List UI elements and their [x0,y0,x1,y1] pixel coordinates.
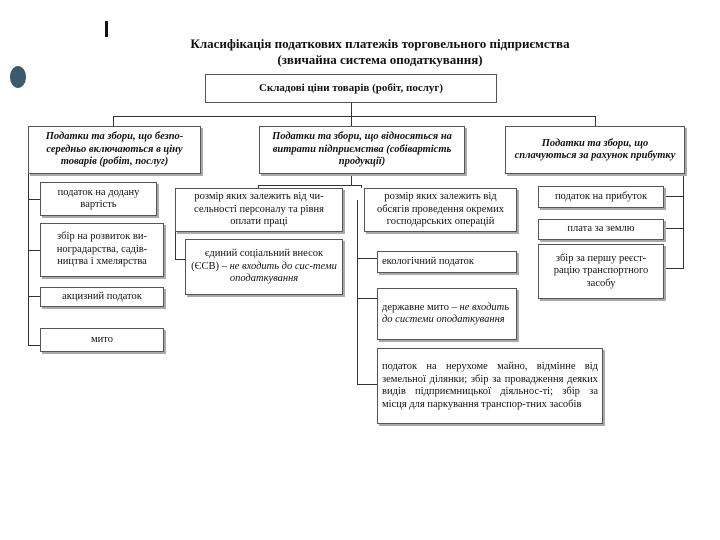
state-duty-box [377,288,517,340]
connector [357,258,377,259]
excise-label: акцизний податок [62,290,142,302]
esv-box [185,239,343,295]
vehicle-registration-fee-box [538,244,664,299]
connector [28,296,40,297]
vat-label: податок на додану вартість [57,186,140,210]
connector [258,185,362,186]
eco-tax-box [377,251,517,273]
state-duty-note: – не входить до системи оподаткування [382,301,509,325]
property-tax-label: податок на нерухоме майно, відмінне від земельної ділянки; збір за провадження деяких видів підприємницької діяльнос-ті; збір за місця для паркування транспор-тних засобів [382,361,598,410]
slide-bullet-dot [10,66,26,88]
connector [351,116,352,126]
connector [357,298,377,299]
connector [28,250,40,251]
connector [595,116,596,126]
root-label: Складові ціни товарів (робіт, послуг) [258,82,444,95]
connector [664,268,684,269]
state-duty-label: державне мито [382,301,449,313]
title-line-1: Класифікація податкових платежів торговельного підприємства [190,36,570,51]
income-tax-box [538,186,664,208]
viticulture-fee-label: збір на розвиток ви-ноградарства, садів-ництва і хмелярства [56,231,148,268]
connector [357,384,377,385]
eco-tax-label: екологічний податок [382,255,474,267]
property-tax-box [377,348,603,424]
state-duty-text [382,302,512,327]
income-tax-label: податок на прибуток [554,190,648,202]
slide-marker-bar [105,21,108,37]
connector [28,199,40,200]
viticulture-fee-box [40,223,164,277]
group-profit-box [505,126,685,174]
land-fee-box [538,219,664,240]
group-included-label: Податки та збори, що безпо-середньо включаються в ціну товарів (робіт, послуг) [45,131,184,168]
group-profit-label: Податки та збори, що сплачуються за рахунок прибутку [514,137,676,161]
connector [357,200,358,385]
connector [351,103,352,116]
connector [664,196,684,197]
connector [28,345,40,346]
customs-duty-box [40,328,164,352]
vehicle-registration-fee-label: збір за першу реєст-рацію транспортного засобу [553,252,649,289]
group-expenses-box [259,126,465,174]
esv-label: єдиний соціальний внесок (ЄСВ) [191,248,324,272]
root-box [205,74,497,103]
group-included-box [28,126,201,174]
esv-text [190,248,338,286]
connector [113,116,114,126]
excise-box [40,287,164,307]
diagram-title [100,36,660,68]
vat-box [40,182,157,216]
connector [113,116,596,117]
group-expenses-label: Податки та збори, що відносяться на витрати підприємства (собівартість продукції) [272,131,452,168]
connector [175,259,185,260]
connector [664,228,684,229]
esv-note: – не входить до сис-теми оподаткування [221,260,337,285]
land-fee-label: плата за землю [567,223,635,235]
customs-duty-label: мито [91,333,113,345]
connector [683,174,684,269]
personnel-dependent-label: розмір яких залежить від чи-сельності персоналу та рівня оплати праці [194,191,324,228]
operations-dependent-label: розмір яких залежить від обсягів проведення окремих господарських операцій [377,191,504,228]
operations-dependent-box [364,188,517,232]
connector [361,185,362,188]
personnel-dependent-box [175,188,343,232]
title-line-2: (звичайна система оподаткування) [277,52,483,67]
